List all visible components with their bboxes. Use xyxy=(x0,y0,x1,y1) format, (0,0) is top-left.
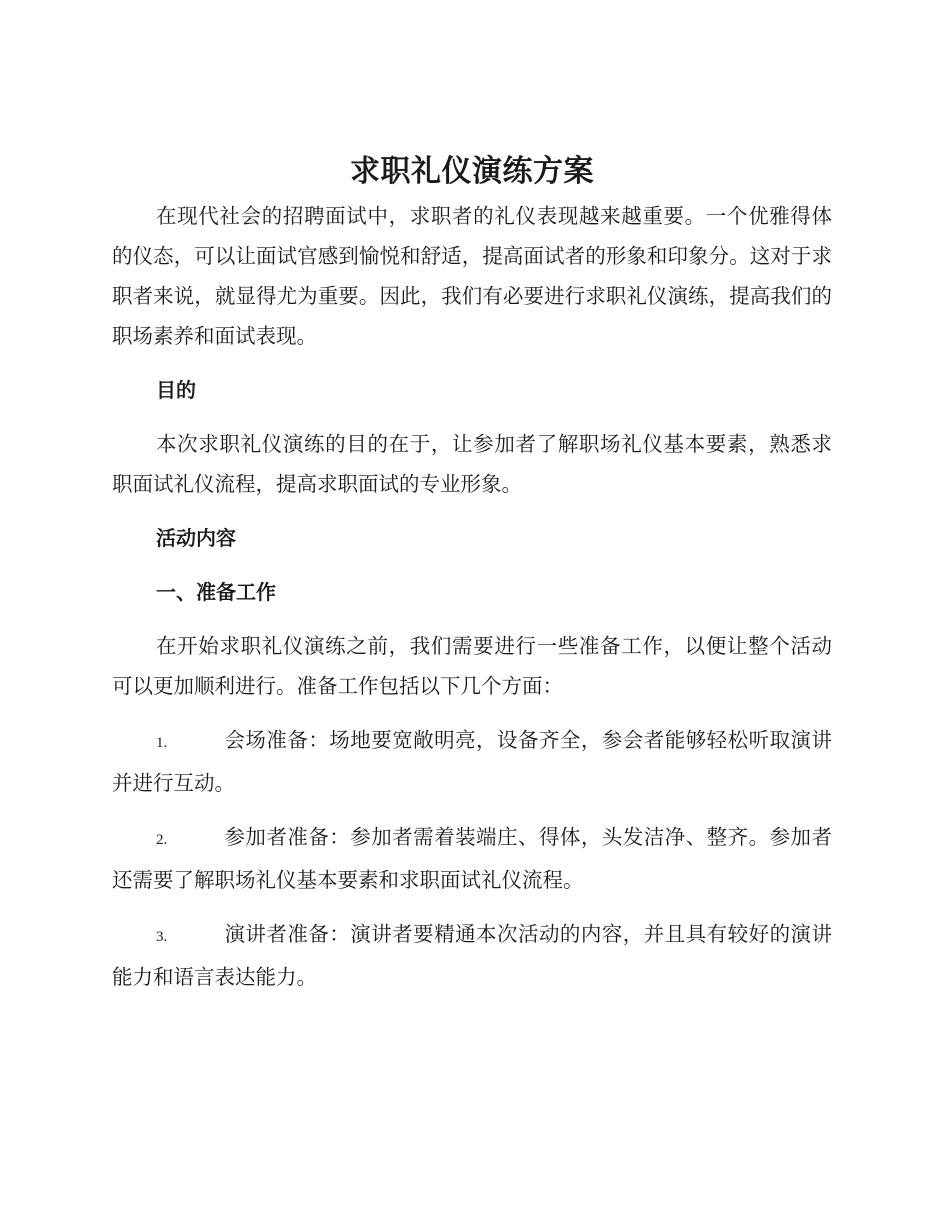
spacer xyxy=(112,706,832,720)
list-item xyxy=(112,817,832,900)
purpose-heading: 目的 xyxy=(156,378,196,402)
list-item xyxy=(112,914,832,997)
spacer xyxy=(112,803,832,817)
list-text: 会场准备：场地要宽敞明亮，设备齐全，参会者能够轻松听取演讲并进行互动。 xyxy=(112,728,832,795)
document-page xyxy=(112,148,832,997)
list-number: 3. xyxy=(156,929,168,945)
spacer xyxy=(112,410,832,424)
spacer xyxy=(112,558,832,572)
intro-paragraph: 在现代社会的招聘面试中，求职者的礼仪表现越来越重要。一个优雅得体的仪态，可以让面试官感到愉悦和舒适，提高面试者的形象和印象分。这对于求职者来说，就显得尤为重要。因此，我们有必要进行求职礼仪演练，提高我们的职场素养和面试表现。 xyxy=(112,204,832,348)
list-text: 参加者准备：参加者需着装端庄、得体，头发洁净、整齐。参加者还需要了解职场礼仪基本要素和求职面试礼仪流程。 xyxy=(112,825,832,892)
activity-heading: 活动内容 xyxy=(156,526,236,550)
spacer xyxy=(112,356,832,370)
spacer xyxy=(112,900,832,914)
prep-heading: 一、准备工作 xyxy=(156,580,276,604)
spacer xyxy=(112,612,832,626)
prep-paragraph: 在开始求职礼仪演练之前，我们需要进行一些准备工作，以便让整个活动可以更加顺利进行。准备工作包括以下几个方面： xyxy=(112,634,832,698)
list-item xyxy=(112,720,832,803)
list-number: 2. xyxy=(156,832,168,848)
list-number: 1. xyxy=(156,735,168,751)
document-title: 求职礼仪演练方案 xyxy=(350,154,594,189)
purpose-paragraph: 本次求职礼仪演练的目的在于，让参加者了解职场礼仪基本要素，熟悉求职面试礼仪流程，提高求职面试的专业形象。 xyxy=(112,432,832,496)
spacer xyxy=(112,504,832,518)
list-text: 演讲者准备：演讲者要精通本次活动的内容，并且具有较好的演讲能力和语言表达能力。 xyxy=(112,922,832,989)
